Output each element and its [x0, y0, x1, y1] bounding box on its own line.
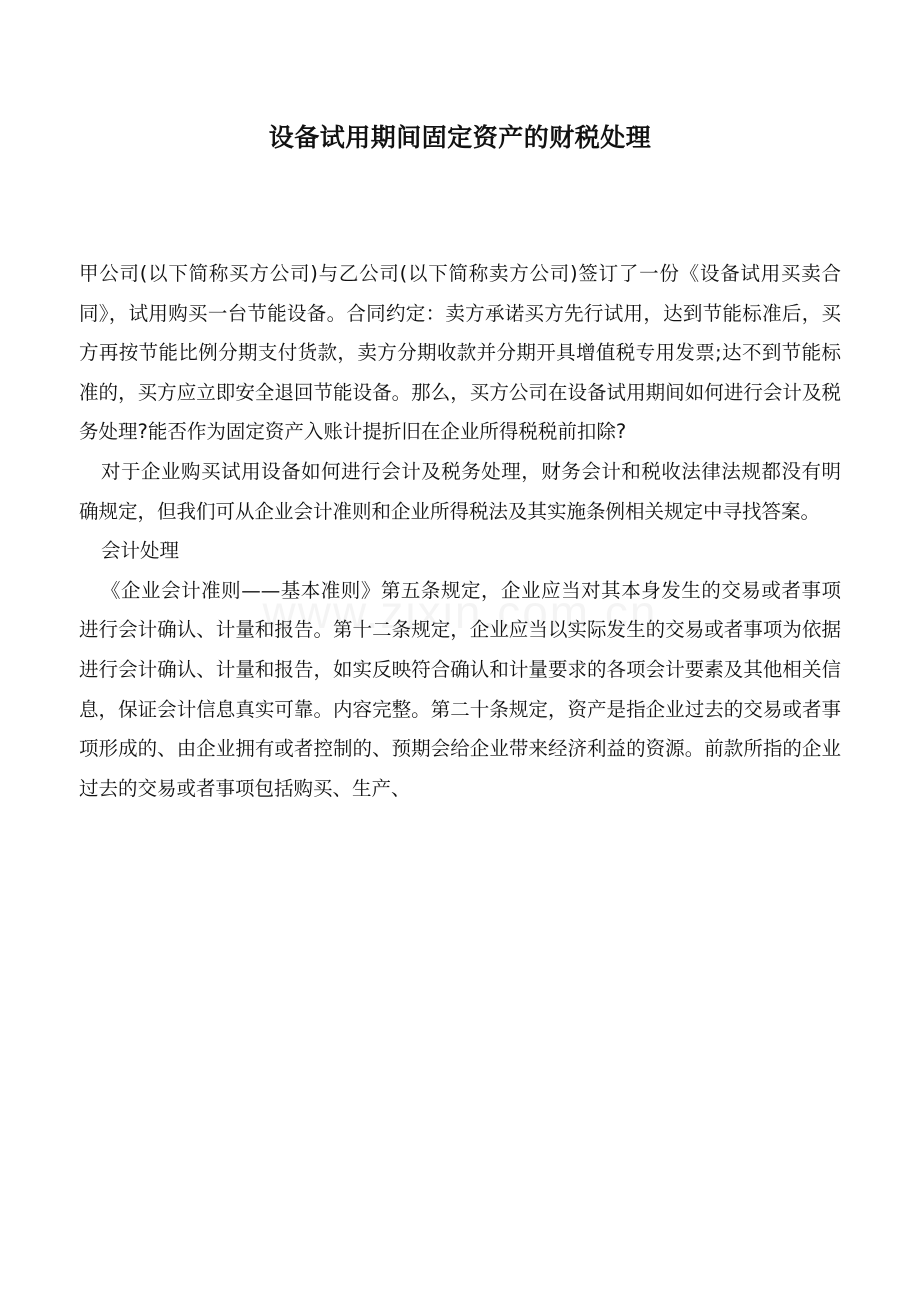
document-body [79, 254, 841, 808]
paragraph-intro: 甲公司(以下简称买方公司)与乙公司(以下简称卖方公司)签订了一份《设备试用买卖合同》，试用购买一台节能设备。合同约定：卖方承诺买方先行试用，达到节能标准后，买方再按节能比例分期支付货款，卖方分期收款并分期开具增值税专用发票;达不到节能标准的，买方应立即安全退回节能设备。那么，买方公司在设备试用期间如何进行会计及税务处理?能否作为固定资产入账计提折旧在企业所得税税前扣除? [79, 262, 841, 444]
page-title: 设备试用期间固定资产的财税处理 [268, 123, 652, 152]
paragraph-standards: 《企业会计准则——基本准则》第五条规定，企业应当对其本身发生的交易或者事项进行会计确认、计量和报告。第十二条规定，企业应当以实际发生的交易或者事项为依据进行会计确认、计量和报告，如实反映符合确认和计量要求的各项会计要素及其他相关信息，保证会计信息真实可靠。内容完整。第二十条规定，资产是指企业过去的交易或者事项形成的、由企业拥有或者控制的、预期会给企业带来经济利益的资源。前款所指的企业过去的交易或者事项包括购买、生产、 [79, 578, 841, 800]
paragraph-answer: 对于企业购买试用设备如何进行会计及税务处理，财务会计和税收法律法规都没有明确规定，但我们可从企业会计准则和企业所得税法及其实施条例相关规定中寻找答案。 [79, 459, 841, 523]
section-heading-accounting: 会计处理 [101, 539, 180, 563]
